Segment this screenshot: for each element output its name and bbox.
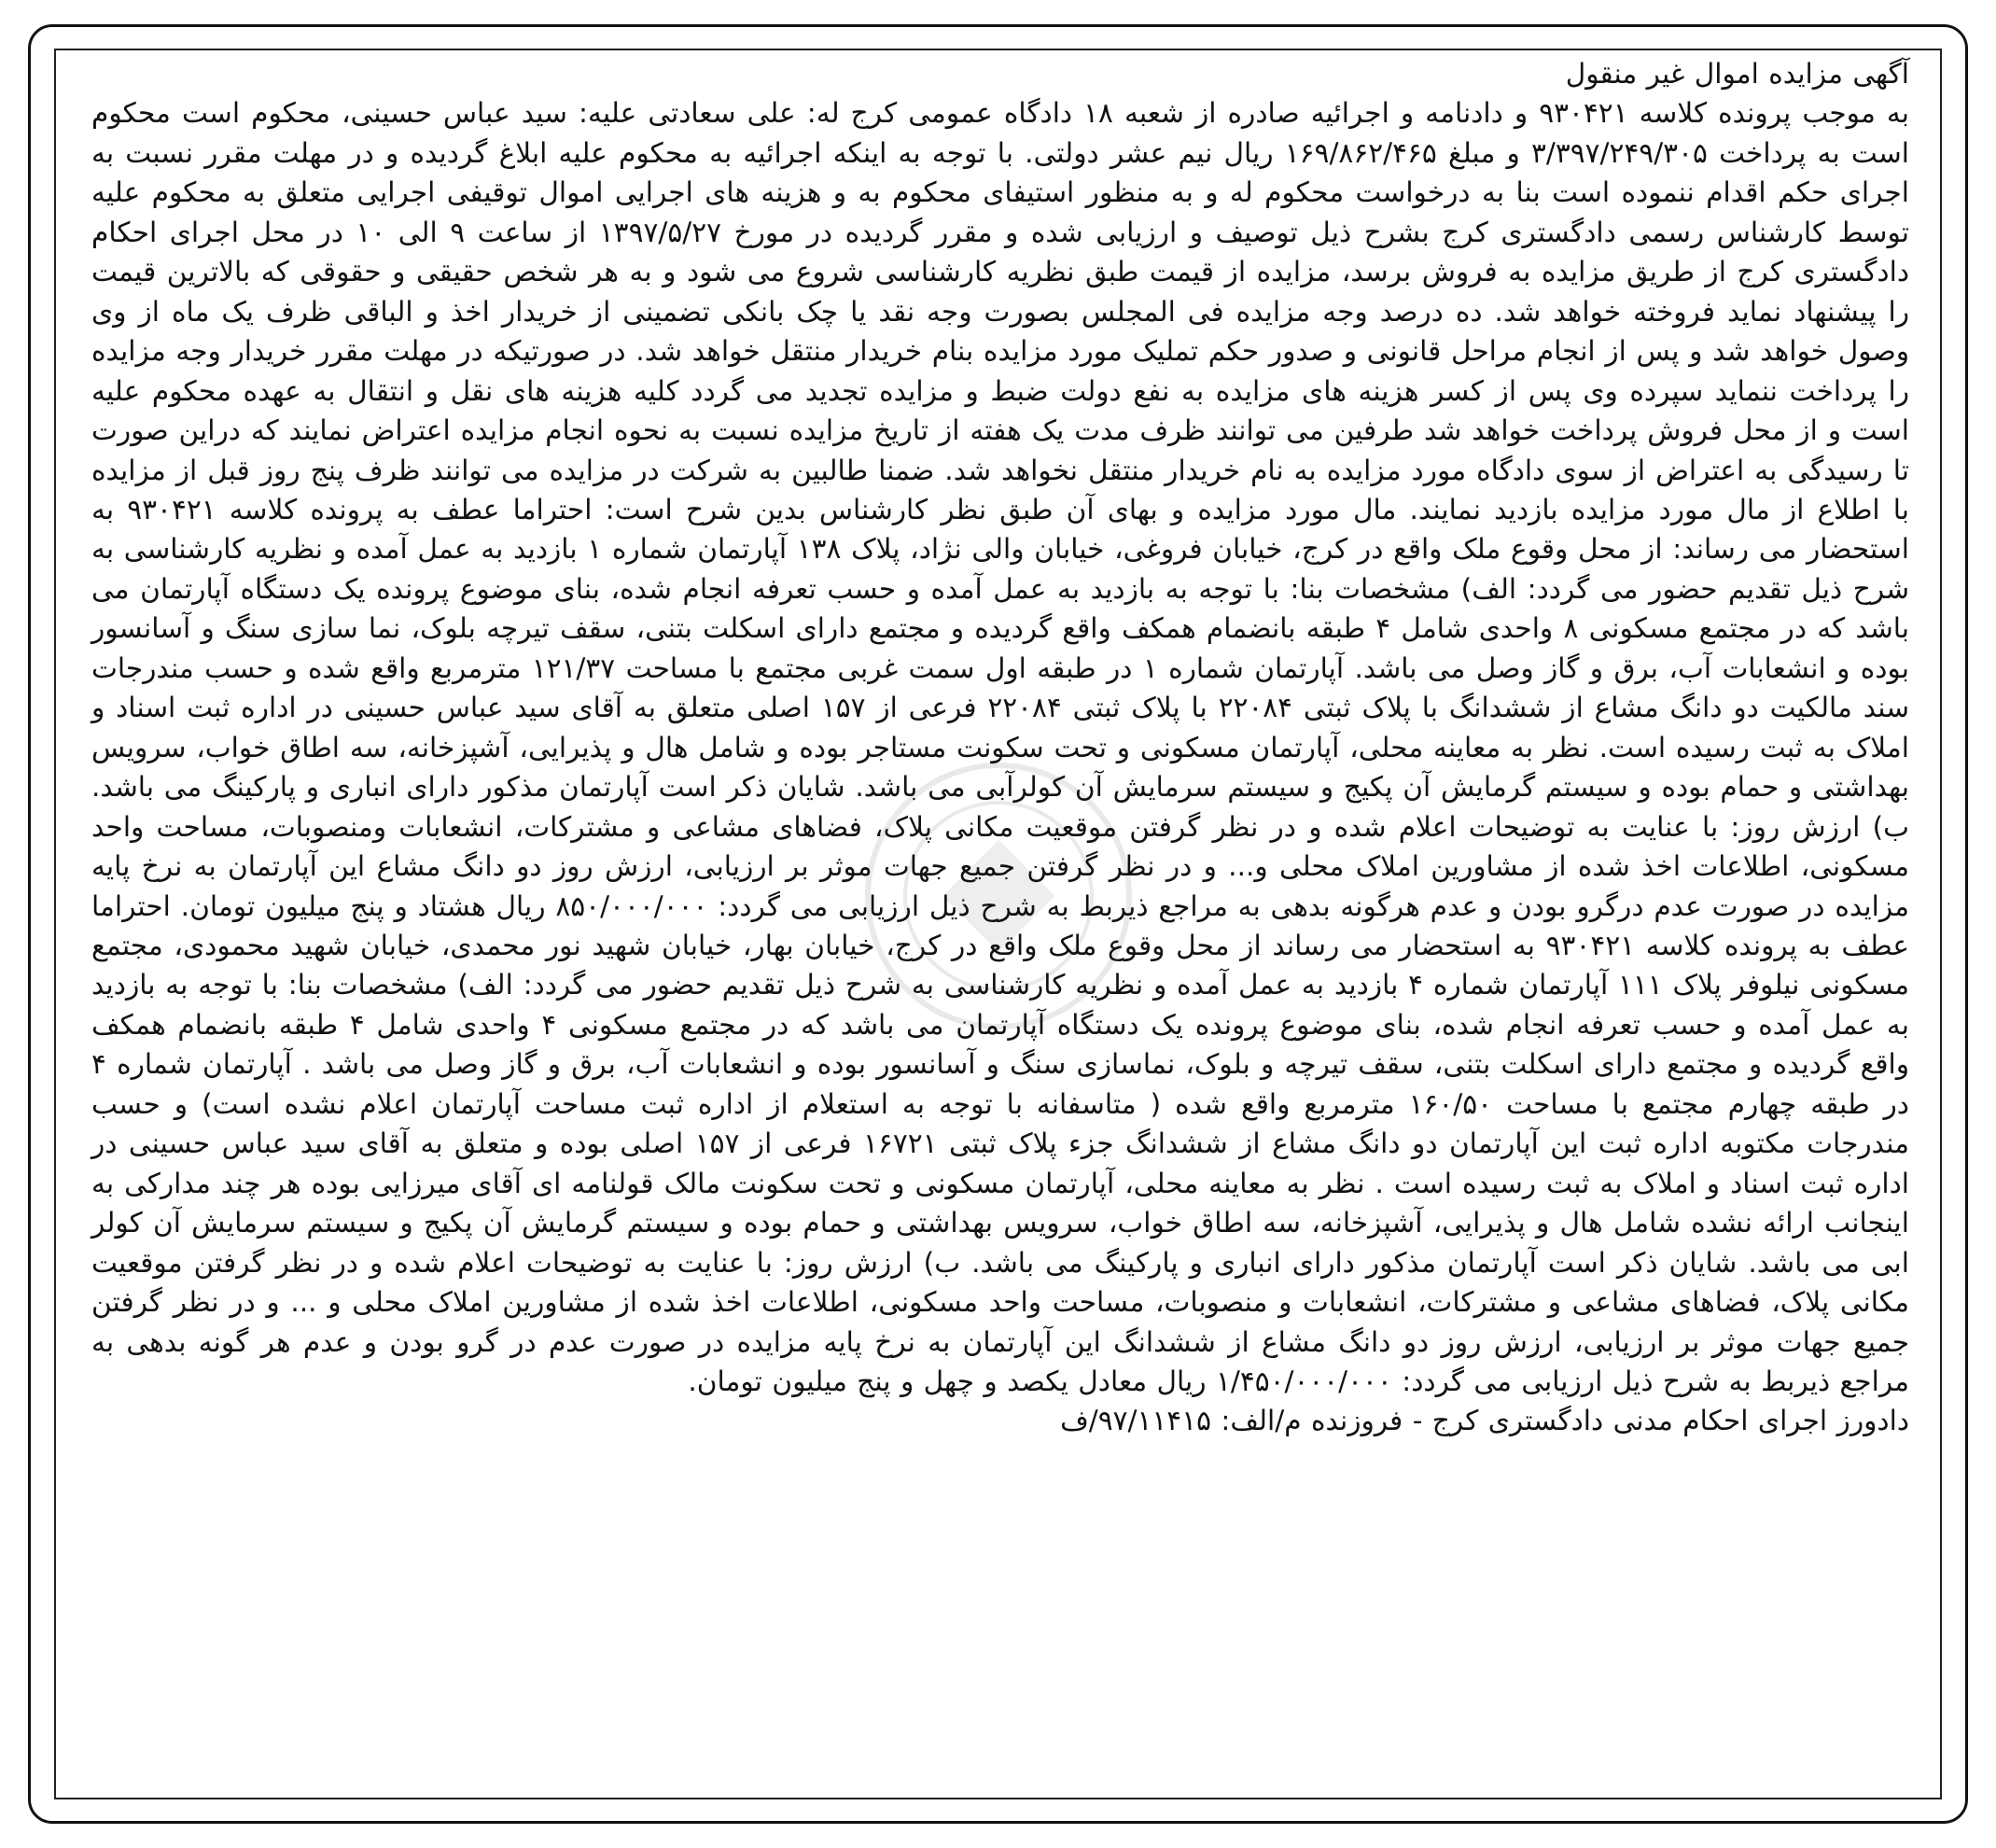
notice-title: آگهی مزایده اموال غیر منقول	[1565, 58, 1909, 90]
notice-signature: دادورز اجرای احکام مدنی دادگستری کرج - فروزنده م/الف: ۹۷/۱۱۴۱۵/ف	[1060, 1405, 1909, 1437]
notice-body: به موجب پرونده کلاسه ۹۳۰۴۲۱ و دادنامه و اجرائیه صادره از شعبه ۱۸ دادگاه عمومی کرج له: علی سعادتی علیه: سید عباس حسینی، محکوم است محکوم است به پرداخت ۳/۳۹۷/۲۴۹/۳۰۵ و مبلغ ۱۶۹/۸۶۲/۴۶۵ ریال نیم عشر دولتی. با توجه به اینکه اجرائیه به محکوم علیه ابلاغ گردیده و در مهلت مقرر نسبت به اجرای حکم اقدام ننموده است بنا به درخواست محکوم له و به منظور استیفای محکوم به و هزینه های اجرایی اموال توقیفی اجرایی متعلق به محکوم علیه توسط کارشناس رسمی دادگستری کرج بشرح ذیل توصیف و ارزیابی شده و مقرر گردیده در مورخ ۱۳۹۷/۵/۲۷ از ساعت ۹ الی ۱۰ در محل اجرای احکام دادگستری کرج از طریق مزایده به فروش برسد، مزایده از قیمت طبق نظریه کارشناسی شروع می شود و به هر شخص حقیقی و حقوقی که بالاترین قیمت را پیشنهاد نماید فروخته خواهد شد. ده درصد وجه مزایده فی المجلس بصورت وجه نقد یا چک بانکی تضمینی از خریدار اخذ و الباقی ظرف یک ماه از وی وصول خواهد شد و پس از انجام مراحل قانونی و صدور حکم تملیک مورد مزایده بنام خریدار منتقل خواهد شد. در صورتیکه در مهلت مقرر خریدار وجه مزایده را پرداخت ننماید سپرده وی پس از کسر هزینه های مزایده به نفع دولت ضبط و مزایده تجدید می گردد کلیه هزینه های نقل و انتقال به عهده محکوم علیه است و از محل فروش پرداخت خواهد شد طرفین می توانند ظرف مدت یک هفته از تاریخ مزایده نسبت به نحوه انجام مزایده اعتراض نمایند که دراین صورت تا رسیدگی به اعتراض از سوی دادگاه مورد مزایده به نام خریدار منتقل نخواهد شد. ضمنا طالبین به شرکت در مزایده می توانند ظرف پنج روز قبل از مزایده با اطلاع از مال مورد مزایده بازدید نمایند. مال مورد مزایده و بهای آن طبق نظر کارشناس بدین شرح است: احتراما عطف به پرونده کلاسه ۹۳۰۴۲۱ به استحضار می رساند: از محل وقوع ملک واقع در کرج، خیابان فروغی، خیابان والی نژاد، پلاک ۱۳۸ آپارتمان شماره ۱ بازدید به عمل آمده و نظریه کارشناسی به شرح ذیل تقدیم حضور می گردد: الف) مشخصات بنا: با توجه به بازدید به عمل آمده و حسب تعرفه انجام شده، بنای موضوع پرونده یک دستگاه آپارتمان می باشد که در مجتمع مسکونی ۸ واحدی شامل ۴ طبقه بانضمام همکف واقع گردیده و مجتمع دارای اسکلت بتنی، سقف تیرچه بلوک، نما سازی سنگ و آسانسور بوده و انشعابات آب، برق و گاز وصل می باشد. آپارتمان شماره ۱ در طبقه اول سمت غربی مجتمع با مساحت ۱۲۱/۳۷ مترمربع واقع شده و حسب مندرجات سند مالکیت دو دانگ مشاع از ششدانگ با پلاک ثبتی ۲۲۰۸۴ با پلاک ثبتی ۲۲۰۸۴ فرعی از ۱۵۷ اصلی متعلق به آقای سید عباس حسینی در اداره ثبت اسناد و املاک به ثبت رسیده است. نظر به معاینه محلی، آپارتمان مسکونی و تحت سکونت مستاجر بوده و شامل هال و پذیرایی، آشپزخانه، سه اطاق خواب، سرویس بهداشتی و حمام بوده و سیستم گرمایش آن پکیج و سیستم سرمایش آن کولرآبی می باشد. شایان ذکر است آپارتمان مذکور دارای انباری و پارکینگ می باشد. ب) ارزش روز: با عنایت به توضیحات اعلام شده و در نظر گرفتن موقعیت مکانی پلاک، فضاهای مشاعی و مشترکات، انشعابات ومنصوبات، مساحت واحد مسکونی، اطلاعات اخذ شده از مشاورین املاک محلی و... و در نظر گرفتن جمیع جهات موثر بر ارزیابی، ارزش روز دو دانگ مشاع این آپارتمان به نرخ پایه مزایده در صورت عدم درگرو بودن و عدم هرگونه بدهی به مراجع ذیربط به شرح ذیل ارزیابی می گردد: ۸۵۰/۰۰۰/۰۰۰ ریال هشتاد و پنج میلیون تومان. احتراما عطف به پرونده کلاسه ۹۳۰۴۲۱ به استحضار می رساند از محل وقوع ملک واقع در کرج، خیابان بهار، خیابان شهید نور محمدی، خیابان شهید محمودی، مجتمع مسکونی نیلوفر پلاک ۱۱۱ آپارتمان شماره ۴ بازدید به عمل آمده و نظریه کارشناسی به شرح ذیل تقدیم حضور می گردد: الف) مشخصات بنا: با توجه به بازدید به عمل آمده و حسب تعرفه انجام شده، بنای موضوع پرونده یک دستگاه آپارتمان می باشد که در مجتمع مسکونی ۴ واحدی شامل ۴ طبقه بانضمام همکف واقع گردیده و مجتمع دارای اسکلت بتنی، سقف تیرچه و بلوک، نماسازی سنگ و آسانسور بوده و انشعابات آب، برق و گاز وصل می باشد . آپارتمان شماره ۴ در طبقه چهارم مجتمع با مساحت ۱۶۰/۵۰ مترمربع واقع شده ( متاسفانه با توجه به استعلام از اداره ثبت مساحت آپارتمان اعلام نشده است) و حسب مندرجات مکتوبه اداره ثبت این آپارتمان دو دانگ مشاع از ششدانگ جزء پلاک ثبتی ۱۶۷۲۱ فرعی از ۱۵۷ اصلی بوده و متعلق به آقای سید عباس حسینی در اداره ثبت اسناد و املاک به ثبت رسیده است . نظر به معاینه محلی، آپارتمان مسکونی و تحت سکونت مالک قولنامه ای آقای میرزایی بوده هر چند مدارکی به اینجانب ارائه نشده شامل هال و پذیرایی، آشپزخانه، سه اطاق خواب، سرویس بهداشتی و حمام بوده و سیستم گرمایش آن پکیج و سیستم سرمایش آن کولر ابی می باشد. شایان ذکر است آپارتمان مذکور دارای انباری و پارکینگ می باشد. ب) ارزش روز: با عنایت به توضیحات اعلام شده و در نظر گرفتن موقعیت مکانی پلاک، فضاهای مشاعی و مشترکات، انشعابات و منصوبات، مساحت واحد مسکونی، اطلاعات اخذ شده از مشاورین املاک محلی و ... و در نظر گرفتن جمیع جهات موثر بر ارزیابی، ارزش روز دو دانگ مشاع از ششدانگ این آپارتمان به نرخ پایه مزایده در صورت عدم در گرو بودن و عدم هر گونه بدهی به مراجع ذیربط به شرح ذیل ارزیابی می گردد: ۱/۴۵۰/۰۰۰/۰۰۰ ریال معادل یکصد و چهل و پنج میلیون تومان.	[91, 97, 1910, 1397]
notice-text-block	[91, 54, 1909, 1441]
